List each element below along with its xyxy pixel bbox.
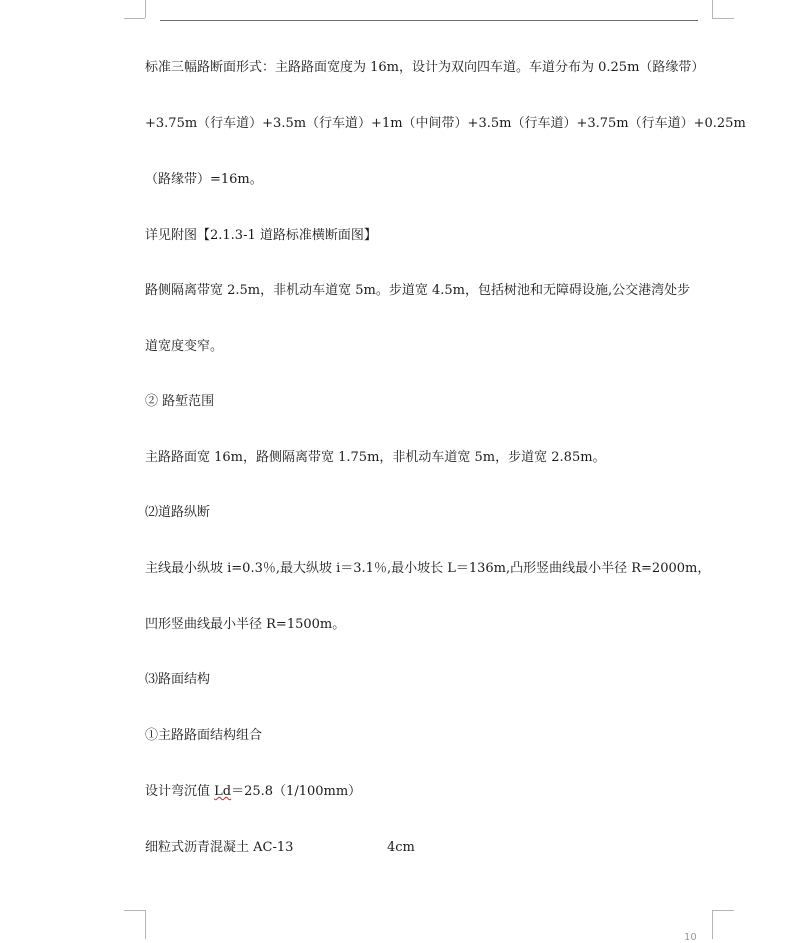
page-number: 10 [684, 932, 697, 943]
spellcheck-underlined-text: Ld [214, 784, 232, 799]
crop-mark-top-right [712, 18, 734, 19]
paragraph-lane-breakdown: +3.75m（行车道）+3.5m（行车道）+1m（中间带）+3.5m（行车道）+3.75m（行车道）+0.25m [145, 116, 746, 131]
crop-mark-bottom-left [124, 910, 145, 911]
heading-cutting-section: ② 路堑范围 [145, 394, 215, 409]
layer-name: 细粒式沥青混凝土 AC-13 [145, 840, 294, 855]
figure-reference: 详见附图【2.1.3-1 道路标准横断面图】 [145, 228, 377, 243]
paragraph-roadside-continued: 道宽度变窄。 [145, 339, 224, 354]
crop-mark-bottom-right [712, 910, 734, 911]
deflection-suffix: ＝25.8（1/100mm） [231, 784, 362, 799]
crop-mark-bottom-left [145, 910, 146, 939]
paragraph-lane-total: （路缘带）=16m。 [145, 172, 263, 187]
heading-pavement-structure: ⑶路面结构 [145, 672, 211, 687]
paragraph-cutting-widths: 主路路面宽 16m，路侧隔离带宽 1.75m，非机动车道宽 5m，步道宽 2.85m。 [145, 450, 606, 465]
heading-longitudinal-profile: ⑵道路纵断 [145, 505, 211, 520]
deflection-value-line [145, 784, 361, 800]
layer-thickness: 4cm [387, 840, 415, 855]
paragraph-cross-section: 标准三幅路断面形式：主路路面宽度为 16m，设计为双向四车道。车道分布为 0.25m（路缘带） [145, 60, 705, 75]
paragraph-roadside-widths: 路侧隔离带宽 2.5m，非机动车道宽 5m。步道宽 4.5m，包括树池和无障碍设施,公交港湾处步 [145, 283, 691, 298]
crop-mark-bottom-right [712, 910, 713, 939]
heading-main-road-structure: ①主路路面结构组合 [145, 728, 263, 743]
paragraph-concave-curve: 凹形竖曲线最小半径 R=1500m。 [145, 617, 346, 632]
pavement-layer-row [145, 840, 545, 856]
crop-mark-top-left [145, 0, 146, 18]
crop-mark-top-right [712, 0, 713, 18]
deflection-prefix: 设计弯沉值 [145, 784, 215, 799]
paragraph-longitudinal-grades: 主线最小纵坡 i=0.3％,最大纵坡 i＝3.1％,最小坡长 L＝136m,凸形竖曲线最小半径 R=2000m， [145, 561, 711, 576]
crop-mark-top-left [124, 18, 145, 19]
header-rule [160, 20, 698, 21]
